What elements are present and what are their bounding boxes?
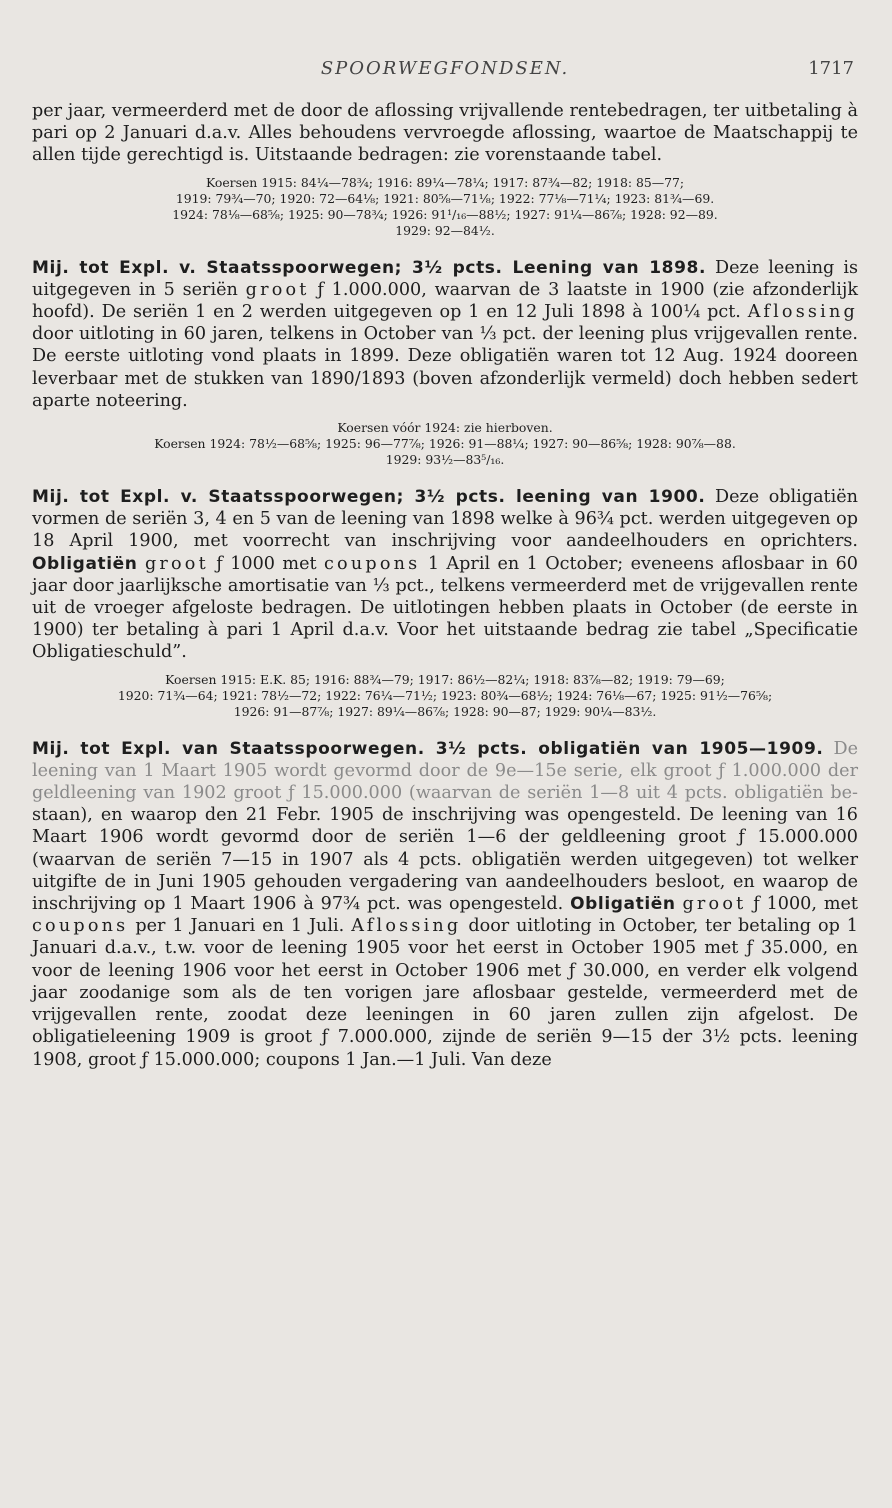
quotes-line: 1919: 79¾—70; 1920: 72—64⅛; 1921: 80⅝—71⅛; 1922: 77⅛—71¼; 1923: 81¾—69. (175, 190, 715, 206)
section-text: per 1 Januari en 1 Juli. (128, 916, 352, 937)
running-header (32, 58, 858, 86)
quotes-line: Koersen 1915: E.K. 85; 1916: 88¾—79; 1917: 86½—82¼; 1918: 83⅞—82; 1919: 79—69; (165, 671, 725, 687)
quotes-line: Koersen 1915: 84¼—78¾; 1916: 89¼—78¼; 1917: 87¾—82; 1918: 85—77; (205, 174, 685, 190)
intro-paragraph: per jaar, vermeerderd met de door de aflossing vrijvallende rentebedragen, ter uitbetaling à pari op 2 Januari d.a.v. Alles behoudens vervroegde aflossing, waartoe de Maatschappij te allen tijde gerechtigd is. Uitstaande bedragen: zie vorenstaande tabel. (32, 101, 858, 166)
section-text: door uitloting in October, ter betaling op 1 Januari d.a.v., t.w. voor de leening 1905 voor het eerst in October 1905 met ƒ 35.000, en voor de leening 1906 voor het eerst in October 1906 met ƒ 30.000, en verder elk volgend jaar zoodanige som als de ten vorigen jare aflosbaar gestelde, vermeerderd met de vrijgevallen rente, zoodat deze leeningen in 60 jaren zullen zijn afgelost. De obligatieleening 1909 is groot ƒ 7.000.000, zijnde de seriën 9—15 der 3½ pcts. leening 1908, groot ƒ 15.000.000; coupons 1 Jan.—1 Juli. Van deze (32, 916, 858, 1070)
spaced-term: Aflossing (747, 302, 858, 323)
price-quotes-block (36, 175, 854, 239)
section-heading: Mij. tot Expl. van Staatsspoorwegen. 3½ pcts. obligatiën van 1905—1909. (32, 738, 824, 759)
section-text: Deze leening is uitgegeven in 5 seriën (32, 257, 858, 300)
section-text: Deze obligatiën vormen de seriën 3, 4 en 5 van de leening van 1898 welke à 96¾ pct. werden uitgegeven op 18 April 1900, met voorrecht van inschrijving voor aandeelhouders en oprichters. (32, 487, 858, 552)
quotes-line: 1929: 92—84½. (395, 222, 495, 238)
section-heading: Mij. tot Expl. v. Staatsspoorwegen; 3½ pcts. leening van 1900. (32, 487, 706, 508)
quotes-line: 1929: 93½—83⁵/₁₆. (385, 452, 505, 468)
page-number: 1717 (808, 58, 854, 79)
section-loan-1900 (32, 486, 858, 664)
section-text: door uitloting in 60 jaren, telkens in October van ⅓ pct. der leening plus vrijgevallen rente. De eerste uitloting vond plaats in 1899. Deze obligatiën waren tot 12 Aug. 1924 dooreen leverbaar met de stukken van 1890/1893 (boven afzonderlijk vermeld) doch hebben sedert aparte noteering. (32, 324, 858, 411)
price-quotes-block (36, 672, 854, 720)
quotes-line: Koersen vóór 1924: zie hierboven. (337, 420, 553, 436)
spaced-term: Aflossing (351, 916, 462, 937)
section-text: staan), en waarop den 21 Febr. 1905 de inschrijving was opengesteld. De leening van 16 Maart 1906 wordt gevormd door de seriën 1—6 der geldleening groot ƒ 15.000.000 (waarvan de seriën 7—15 in 1907 als 4 pcts. obligatiën werden uitgegeven) tot welker uitgifte de in Juni 1905 gehouden vergadering van aandeelhouders besloot, en waarop de inschrijving op 1 Maart 1906 à 97¾ pct. was opengesteld. (32, 805, 858, 915)
spaced-term: groot (245, 279, 310, 300)
quotes-line: Koersen 1924: 78½—68⅝; 1925: 96—77⅞; 1926: 91—88¼; 1927: 90—86⅝; 1928: 90⅞—88. (154, 436, 736, 452)
faded-text: De leening van 1 Maart 1905 wordt gevormd door de 9e—15e serie, elk groot ƒ 1.000.000 der geldleening van 1902 groot ƒ 15.000.000 (waarvan de seriën 1—8 uit 4 pcts. obligatiën be- (32, 738, 858, 804)
spaced-term: groot (682, 894, 747, 915)
section-text: 1 April en 1 October; eveneens aflosbaar in 60 jaar door jaarlijksche amortisatie van ⅓ pct., telkens vermeerderd met de vrijgevallen rente uit de vroeger afgeloste bedragen. De uitlotingen hebben plaats in October (de eerste in 1900) ter betaling à pari 1 April d.a.v. Voor het uitstaande bedrag zie tabel „Specificatie Obligatieschuld”. (32, 553, 858, 663)
bold-term: Obligatiën (32, 553, 138, 574)
bold-term: Obligatiën (570, 894, 676, 915)
running-title: SPOORWEGFONDSEN. (320, 58, 570, 79)
spaced-term: coupons (324, 553, 421, 574)
section-text: ƒ 1.000.000, waarvan de 3 laatste in 1900 (zie afzonderlijk hoofd). De seriën 1 en 2 werden uitgegeven op 1 en 12 Juli 1898 à 100¼ pct. (32, 279, 858, 323)
section-text: ƒ 1000, met (746, 894, 858, 915)
quotes-line: 1926: 91—87⅞; 1927: 89¼—86⅞; 1928: 90—87; 1929: 90¼—83½. (233, 703, 657, 719)
price-quotes-block (36, 420, 854, 468)
section-heading: Mij. tot Expl. v. Staatsspoorwegen; 3½ pcts. Leening van 1898. (32, 257, 706, 278)
spaced-term: coupons (32, 916, 129, 937)
section-text: ƒ 1000 met (208, 553, 324, 574)
quotes-line: 1920: 71¾—64; 1921: 78½—72; 1922: 76¼—71½; 1923: 80¾—68½; 1924: 76⅛—67; 1925: 91½—76⅝; (117, 687, 773, 703)
spaced-term: groot (144, 553, 209, 574)
section-obligations-1905-1909 (32, 738, 858, 1071)
quotes-line: 1924: 78⅛—68⅝; 1925: 90—78¾; 1926: 91¹/₁₆—88½; 1927: 91¼—86⅞; 1928: 92—89. (172, 206, 718, 222)
section-loan-1898 (32, 257, 858, 412)
